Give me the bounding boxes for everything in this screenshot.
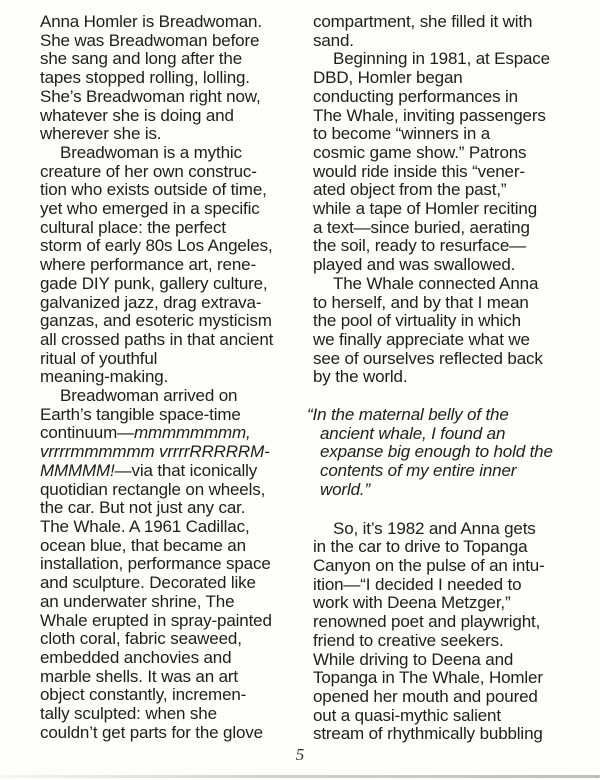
- text-segment: conducting performances in: [313, 86, 518, 106]
- text-segment: The Whale. A 1961 Cadillac,: [40, 516, 250, 536]
- text-segment: contents of my entire inner: [320, 461, 517, 481]
- text-segment: ancient whale, I found an: [320, 423, 506, 443]
- text-segment: out a quasi-mythic salient: [313, 705, 501, 725]
- text-segment: would ride inside this “vener-: [313, 161, 525, 181]
- text-segment: a text—since buried, aerating: [313, 217, 530, 237]
- text-segment: friend to creative seekers.: [313, 630, 504, 650]
- italic-text-segment: MMMMM!: [40, 460, 115, 480]
- text-segment: the pool of virtuality in which: [313, 311, 521, 331]
- text-segment: Earth’s tangible space-time: [40, 404, 241, 424]
- text-segment: ritual of youthful: [40, 348, 158, 368]
- left-column: [40, 13, 304, 744]
- text-segment: Whale erupted in spray-painted: [40, 610, 272, 630]
- page-number: 5: [295, 745, 305, 764]
- text-segment: the car. But not just any car.: [40, 498, 246, 518]
- text-segment: Breadwoman is a mythic: [60, 142, 242, 162]
- paragraph: [313, 275, 573, 387]
- text-segment: cultural place: the perfect: [40, 217, 226, 237]
- text-segment: tion who exists outside of time,: [40, 180, 267, 200]
- text-segment: ganzas, and esoteric mysticism: [40, 311, 272, 331]
- paragraph: [313, 50, 573, 274]
- text-segment: gade DIY punk, gallery culture,: [40, 273, 268, 293]
- text-segment: cloth coral, fabric seaweed,: [40, 629, 242, 649]
- text-segment: renowned poet and playwright,: [313, 612, 541, 632]
- text-segment: Beginning in 1981, at Espace: [333, 49, 550, 69]
- text-segment: Topanga in The Whale, Homler: [313, 668, 543, 688]
- italic-text-segment: mmmmmmmm,: [133, 423, 251, 443]
- text-segment: and sculpture. Decorated like: [40, 573, 256, 593]
- text-segment: creature of her own construc-: [40, 161, 257, 181]
- italic-text-segment: vrrrrmmmmmm vrrrrRRRRRM-: [40, 442, 270, 462]
- text-segment: marble shells. It was an art: [40, 666, 238, 686]
- text-segment: the soil, ready to resurface—: [313, 236, 526, 256]
- text-segment: ated object from the past,”: [313, 180, 507, 200]
- text-segment: opened her mouth and poured: [313, 686, 538, 706]
- text-segment: Anna Homler is Breadwoman.: [40, 12, 262, 31]
- paragraph: [313, 13, 573, 50]
- text-segment: to become “winners in a: [313, 124, 491, 144]
- text-segment: storm of early 80s Los Angeles,: [40, 236, 273, 256]
- paragraph: [40, 387, 304, 742]
- text-segment: see of ourselves reflected back: [313, 348, 543, 368]
- text-segment: wherever she is.: [40, 124, 162, 144]
- text-segment: Breadwoman arrived on: [60, 386, 238, 406]
- text-segment: in the car to drive to Topanga: [313, 537, 528, 557]
- text-segment: The Whale, inviting passengers: [313, 105, 546, 125]
- text-segment: continuum—: [40, 423, 134, 443]
- text-segment: The Whale connected Anna: [333, 273, 539, 293]
- text-segment: expanse big enough to hold the: [320, 442, 553, 462]
- text-segment: she sang and long after the: [40, 49, 242, 69]
- text-segment: we finally appreciate what we: [313, 329, 530, 349]
- text-segment: whatever she is doing and: [40, 105, 234, 125]
- text-segment: by the world.: [313, 367, 408, 387]
- text-segment: ocean blue, that became an: [40, 535, 246, 555]
- text-segment: stream of rhythmically bubbling: [313, 724, 543, 744]
- paragraph: [40, 13, 304, 144]
- text-segment: tapes stopped rolling, lolling.: [40, 68, 250, 88]
- paragraph: [313, 520, 573, 744]
- text-segment: cosmic game show.” Patrons: [313, 142, 527, 162]
- text-segment: played and was swallowed.: [313, 255, 516, 275]
- text-segment: So, it’s 1982 and Anna gets: [333, 518, 536, 538]
- text-segment: ition—“I decided I needed to: [313, 574, 522, 594]
- paragraph: [40, 144, 304, 387]
- text-segment: yet who emerged in a specific: [40, 199, 260, 219]
- text-segment: sand.: [313, 30, 354, 50]
- text-segment: While driving to Deena and: [313, 649, 514, 669]
- text-segment: to herself, and by that I mean: [313, 292, 529, 312]
- text-segment: couldn’t get parts for the glove: [40, 722, 263, 742]
- text-segment: an underwater shrine, The: [40, 591, 235, 611]
- text-segment: where performance art, rene-: [40, 255, 256, 275]
- text-segment: world.”: [320, 479, 370, 499]
- text-segment: embedded anchovies and: [40, 647, 232, 667]
- text-segment: —via that iconically: [114, 460, 258, 480]
- text-segment: She’s Breadwoman right now,: [40, 86, 261, 106]
- text-segment: quotidian rectangle on wheels,: [40, 479, 266, 499]
- text-segment: “In the maternal belly of the: [307, 405, 509, 425]
- text-segment: work with Deena Metzger,”: [313, 593, 511, 613]
- scan-edge-shadow: [0, 775, 600, 778]
- text-segment: galvanized jazz, drag extrava-: [40, 292, 262, 312]
- text-segment: while a tape of Homler reciting: [313, 199, 538, 219]
- text-segment: meaning-making.: [40, 367, 169, 387]
- text-segment: tally sculpted: when she: [40, 704, 217, 724]
- text-segment: Canyon on the pulse of an intu-: [313, 555, 545, 575]
- text-segment: all crossed paths in that ancient: [40, 329, 274, 349]
- text-segment: compartment, she filled it with: [313, 12, 533, 31]
- text-segment: She was Breadwoman before: [40, 30, 260, 50]
- block-quote: [307, 406, 573, 500]
- text-segment: object constantly, incremen-: [40, 685, 247, 705]
- text-segment: DBD, Homler began: [313, 68, 463, 88]
- right-column: [307, 12, 573, 744]
- text-segment: installation, performance space: [40, 554, 271, 574]
